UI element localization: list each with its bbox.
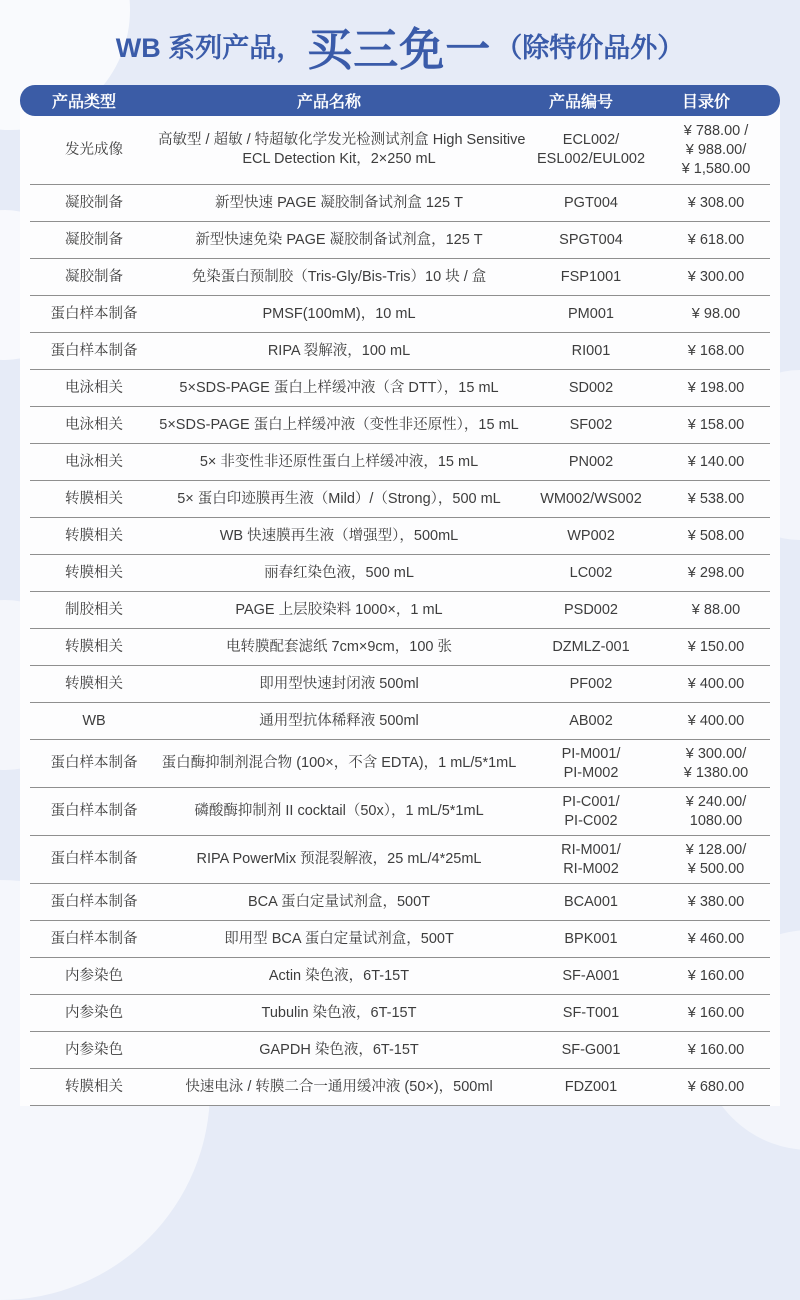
price-text: ¥ 400.00	[687, 675, 745, 692]
code-text: LC002	[569, 564, 613, 581]
type-text: 转膜相关	[65, 527, 123, 544]
price-cell	[662, 958, 770, 994]
price-text: ¥ 1380.00	[683, 764, 749, 781]
name-cell	[158, 740, 520, 787]
price-cell	[662, 592, 770, 628]
code-text: PF002	[569, 675, 613, 692]
code-text: PM001	[568, 305, 614, 322]
type-text: 凝胶制备	[65, 231, 123, 248]
name-text: 5×SDS-PAGE 蛋白上样缓冲液（变性非还原性），15 mL	[159, 416, 519, 433]
table-row	[30, 296, 770, 333]
price-text: ¥ 500.00	[687, 860, 745, 877]
page-title	[0, 12, 800, 78]
table-row	[30, 407, 770, 444]
type-text: 凝胶制备	[65, 268, 123, 285]
type-cell	[30, 555, 158, 591]
type-cell	[30, 444, 158, 480]
table-row	[30, 740, 770, 788]
type-cell	[30, 481, 158, 517]
price-cell	[662, 185, 770, 221]
code-text: PSD002	[563, 601, 618, 618]
name-text: 通用型抗体稀释液 500ml	[259, 712, 419, 729]
table-row	[30, 703, 770, 740]
table-header-bar	[20, 85, 780, 116]
code-cell	[520, 995, 662, 1031]
price-text: ¥ 680.00	[687, 1078, 745, 1095]
price-text: ¥ 88.00	[691, 601, 741, 618]
name-cell	[158, 921, 520, 957]
price-text: ¥ 150.00	[687, 638, 745, 655]
name-text: 丽春红染色液，500 mL	[264, 564, 414, 581]
table-row	[30, 1069, 770, 1106]
code-text: SPGT004	[559, 231, 623, 248]
code-text: SF-G001	[561, 1041, 621, 1058]
type-cell	[30, 296, 158, 332]
type-text: 蛋白样本制备	[50, 803, 138, 819]
type-cell	[30, 116, 158, 184]
type-text: 蛋白样本制备	[50, 851, 138, 867]
name-text: 新型快速免染 PAGE 凝胶制备试剂盒，125 T	[195, 231, 483, 248]
type-cell	[30, 995, 158, 1031]
price-text: ¥ 300.00	[687, 268, 745, 285]
code-text: DZMLZ-001	[552, 638, 630, 655]
table-row	[30, 1032, 770, 1069]
name-text: 蛋白酶抑制剂混合物 (100×，不含 EDTA)，1 mL/5*1mL	[161, 755, 517, 771]
table-row	[30, 222, 770, 259]
type-text: 转膜相关	[65, 675, 123, 692]
name-text: PAGE 上层胶染料 1000×，1 mL	[235, 601, 443, 618]
type-cell	[30, 1032, 158, 1068]
price-cell	[662, 995, 770, 1031]
code-cell	[520, 222, 662, 258]
code-text: FSP1001	[560, 268, 622, 285]
type-text: 内参染色	[65, 967, 123, 984]
name-cell	[158, 296, 520, 332]
code-text: PI-C002	[564, 812, 618, 829]
code-cell	[520, 1032, 662, 1068]
code-cell	[520, 333, 662, 369]
type-text: WB	[82, 712, 106, 729]
price-cell	[662, 407, 770, 443]
name-text: 免染蛋白预制胶（Tris-Gly/Bis-Tris）10 块 / 盒	[191, 268, 487, 285]
price-cell	[662, 259, 770, 295]
name-text: RIPA PowerMix 预混裂解液，25 mL/4*25mL	[196, 851, 482, 867]
type-cell	[30, 407, 158, 443]
code-text: AB002	[569, 712, 613, 729]
code-text: PI-M002	[563, 764, 619, 781]
code-cell	[520, 592, 662, 628]
price-text: ¥ 198.00	[687, 379, 745, 396]
name-cell	[158, 222, 520, 258]
type-text: 蛋白样本制备	[50, 342, 138, 359]
code-cell	[520, 370, 662, 406]
code-cell	[520, 836, 662, 883]
name-text: RIPA 裂解液，100 mL	[267, 342, 411, 359]
column-header-product-code: 产品编号	[548, 94, 613, 111]
type-text: 转膜相关	[65, 564, 123, 581]
price-cell	[662, 444, 770, 480]
table-row	[30, 259, 770, 296]
title-promo-highlight: 买三免一	[307, 23, 492, 75]
type-text: 转膜相关	[65, 490, 123, 507]
name-text: 磷酸酶抑制剂 II cocktail（50x），1 mL/5*1mL	[194, 803, 484, 819]
code-text: PGT004	[564, 194, 618, 211]
code-cell	[520, 259, 662, 295]
name-cell	[158, 185, 520, 221]
column-header-product-name: 产品名称	[296, 94, 361, 111]
price-cell	[662, 921, 770, 957]
table-body	[20, 101, 780, 1106]
code-text: SD002	[568, 379, 614, 396]
price-cell	[662, 555, 770, 591]
type-text: 蛋白样本制备	[50, 930, 138, 947]
name-cell	[158, 788, 520, 835]
code-cell	[520, 921, 662, 957]
type-text: 电泳相关	[65, 416, 123, 433]
code-text: SF002	[569, 416, 613, 433]
code-text: BPK001	[564, 930, 618, 947]
price-cell	[662, 370, 770, 406]
type-cell	[30, 518, 158, 554]
price-text: ¥ 300.00/	[685, 745, 747, 762]
price-cell	[662, 703, 770, 739]
column-header-product-type: 产品类型	[51, 94, 116, 111]
type-cell	[30, 1069, 158, 1105]
type-cell	[30, 185, 158, 221]
code-text: PI-M001/	[561, 745, 621, 762]
name-cell	[158, 518, 520, 554]
price-cell	[662, 884, 770, 920]
name-cell	[158, 259, 520, 295]
code-cell	[520, 884, 662, 920]
price-cell	[662, 481, 770, 517]
price-cell	[662, 518, 770, 554]
name-cell	[158, 884, 520, 920]
code-cell	[520, 788, 662, 835]
name-text: PMSF(100mM)，10 mL	[262, 305, 416, 322]
price-cell	[662, 1069, 770, 1105]
type-text: 内参染色	[65, 1041, 123, 1058]
price-text: ¥ 618.00	[687, 231, 745, 248]
price-cell	[662, 333, 770, 369]
price-text: ¥ 140.00	[687, 453, 745, 470]
name-text: 电转膜配套滤纸 7cm×9cm，100 张	[225, 638, 452, 655]
type-text: 电泳相关	[65, 379, 123, 396]
name-cell	[158, 555, 520, 591]
price-cell	[662, 1032, 770, 1068]
name-cell	[158, 995, 520, 1031]
code-text: SF-A001	[562, 967, 620, 984]
code-cell	[520, 703, 662, 739]
price-text: ¥ 158.00	[687, 416, 745, 433]
price-text: ¥ 400.00	[687, 712, 745, 729]
price-text: ¥ 160.00	[687, 967, 745, 984]
table-row	[30, 592, 770, 629]
type-text: 蛋白样本制备	[50, 305, 138, 322]
code-cell	[520, 444, 662, 480]
type-cell	[30, 921, 158, 957]
name-cell	[158, 370, 520, 406]
table-row	[30, 555, 770, 592]
code-text: SF-T001	[562, 1004, 620, 1021]
name-text: 即用型 BCA 蛋白定量试剂盒，500T	[224, 930, 454, 947]
code-cell	[520, 1069, 662, 1105]
price-text: ¥ 240.00/	[685, 793, 747, 810]
code-text: WP002	[567, 527, 615, 544]
name-cell	[158, 1032, 520, 1068]
code-text: ESL002/EUL002	[536, 151, 646, 167]
type-text: 蛋白样本制备	[50, 755, 138, 771]
code-text: RI-M002	[563, 860, 619, 877]
table-row	[30, 788, 770, 836]
name-cell	[158, 1069, 520, 1105]
type-text: 电泳相关	[65, 453, 123, 470]
type-text: 制胶相关	[65, 601, 123, 618]
name-text: ECL Detection Kit，2×250 mL	[242, 151, 436, 167]
type-text: 凝胶制备	[65, 194, 123, 211]
type-cell	[30, 222, 158, 258]
code-text: PN002	[568, 453, 614, 470]
price-text: ¥ 1,580.00	[681, 160, 751, 177]
type-text: 转膜相关	[65, 1078, 123, 1095]
name-text: 即用型快速封闭液 500ml	[259, 675, 419, 692]
name-text: 5× 蛋白印迹膜再生液（Mild）/（Strong），500 mL	[177, 490, 501, 507]
table-row	[30, 481, 770, 518]
name-cell	[158, 666, 520, 702]
price-text: ¥ 380.00	[687, 893, 745, 910]
table-row	[30, 444, 770, 481]
type-cell	[30, 788, 158, 835]
type-text: 内参染色	[65, 1004, 123, 1021]
name-text: 新型快速 PAGE 凝胶制备试剂盒 125 T	[215, 194, 463, 211]
name-cell	[158, 116, 526, 184]
name-cell	[158, 958, 520, 994]
price-cell	[662, 740, 770, 787]
price-text: ¥ 308.00	[687, 194, 745, 211]
code-cell	[520, 740, 662, 787]
price-cell	[662, 629, 770, 665]
name-cell	[158, 407, 520, 443]
table-row	[30, 116, 770, 185]
price-cell	[662, 836, 770, 883]
price-text: ¥ 128.00/	[685, 841, 747, 858]
name-text: 高敏型 / 超敏 / 特超敏化学发光检测试剂盒 High Sensitive	[158, 132, 526, 148]
table-row	[30, 370, 770, 407]
name-text: WB 快速膜再生液（增强型），500mL	[219, 527, 459, 544]
code-text: WM002/WS002	[540, 490, 642, 507]
table-row	[30, 333, 770, 370]
type-cell	[30, 958, 158, 994]
name-cell	[158, 444, 520, 480]
type-cell	[30, 836, 158, 883]
code-text: BCA001	[563, 893, 618, 910]
price-cell	[662, 666, 770, 702]
title-prefix: WB 系列产品，	[115, 32, 304, 63]
code-text: RI001	[571, 342, 611, 359]
type-cell	[30, 703, 158, 739]
type-cell	[30, 740, 158, 787]
type-text: 转膜相关	[65, 638, 123, 655]
type-cell	[30, 629, 158, 665]
product-table	[20, 85, 780, 1095]
name-cell	[158, 629, 520, 665]
code-cell	[520, 185, 662, 221]
name-text: 快速电泳 / 转膜二合一通用缓冲液 (50×)，500ml	[185, 1078, 493, 1095]
table-row	[30, 884, 770, 921]
table-row	[30, 921, 770, 958]
name-text: Tubulin 染色液，6T-15T	[261, 1004, 417, 1021]
code-cell	[520, 116, 662, 184]
type-cell	[30, 333, 158, 369]
price-text: ¥ 298.00	[687, 564, 745, 581]
code-cell	[520, 296, 662, 332]
code-cell	[520, 481, 662, 517]
table-row	[30, 185, 770, 222]
code-cell	[520, 518, 662, 554]
price-text: ¥ 98.00	[691, 305, 741, 322]
code-cell	[520, 958, 662, 994]
price-text: ¥ 508.00	[687, 527, 745, 544]
price-text: ¥ 160.00	[687, 1004, 745, 1021]
type-cell	[30, 666, 158, 702]
type-cell	[30, 884, 158, 920]
column-header-catalog-price: 目录价	[681, 94, 730, 111]
code-text: ECL002/	[562, 132, 620, 148]
price-text: ¥ 168.00	[687, 342, 745, 359]
type-cell	[30, 370, 158, 406]
code-cell	[520, 555, 662, 591]
code-cell	[520, 666, 662, 702]
table-row	[30, 958, 770, 995]
code-text: PI-C001/	[562, 793, 620, 810]
code-cell	[520, 407, 662, 443]
price-text: ¥ 988.00/	[685, 141, 747, 158]
price-text: ¥ 788.00 /	[683, 122, 749, 139]
table-rows	[30, 116, 770, 1106]
type-cell	[30, 259, 158, 295]
table-row	[30, 995, 770, 1032]
name-text: BCA 蛋白定量试剂盒，500T	[247, 893, 431, 910]
price-cell	[662, 222, 770, 258]
name-text: GAPDH 染色液，6T-15T	[259, 1041, 419, 1058]
name-cell	[158, 481, 520, 517]
price-cell	[662, 296, 770, 332]
name-text: 5× 非变性非还原性蛋白上样缓冲液，15 mL	[199, 453, 479, 470]
price-text: ¥ 160.00	[687, 1041, 745, 1058]
price-text: ¥ 460.00	[687, 930, 745, 947]
price-text: 1080.00	[689, 812, 743, 829]
name-cell	[158, 703, 520, 739]
type-text: 蛋白样本制备	[50, 893, 138, 910]
table-row	[30, 518, 770, 555]
name-text: Actin 染色液，6T-15T	[268, 967, 410, 984]
price-text: ¥ 538.00	[687, 490, 745, 507]
price-cell	[662, 116, 770, 184]
title-suffix: （除特价品外）	[495, 32, 685, 63]
table-row	[30, 836, 770, 884]
code-text: RI-M001/	[561, 841, 621, 858]
code-text: FDZ001	[564, 1078, 618, 1095]
code-cell	[520, 629, 662, 665]
type-text: 发光成像	[65, 141, 123, 158]
type-cell	[30, 592, 158, 628]
name-cell	[158, 836, 520, 883]
table-row	[30, 666, 770, 703]
price-cell	[662, 788, 770, 835]
name-cell	[158, 333, 520, 369]
name-text: 5×SDS-PAGE 蛋白上样缓冲液（含 DTT），15 mL	[179, 379, 499, 396]
name-cell	[158, 592, 520, 628]
table-row	[30, 629, 770, 666]
